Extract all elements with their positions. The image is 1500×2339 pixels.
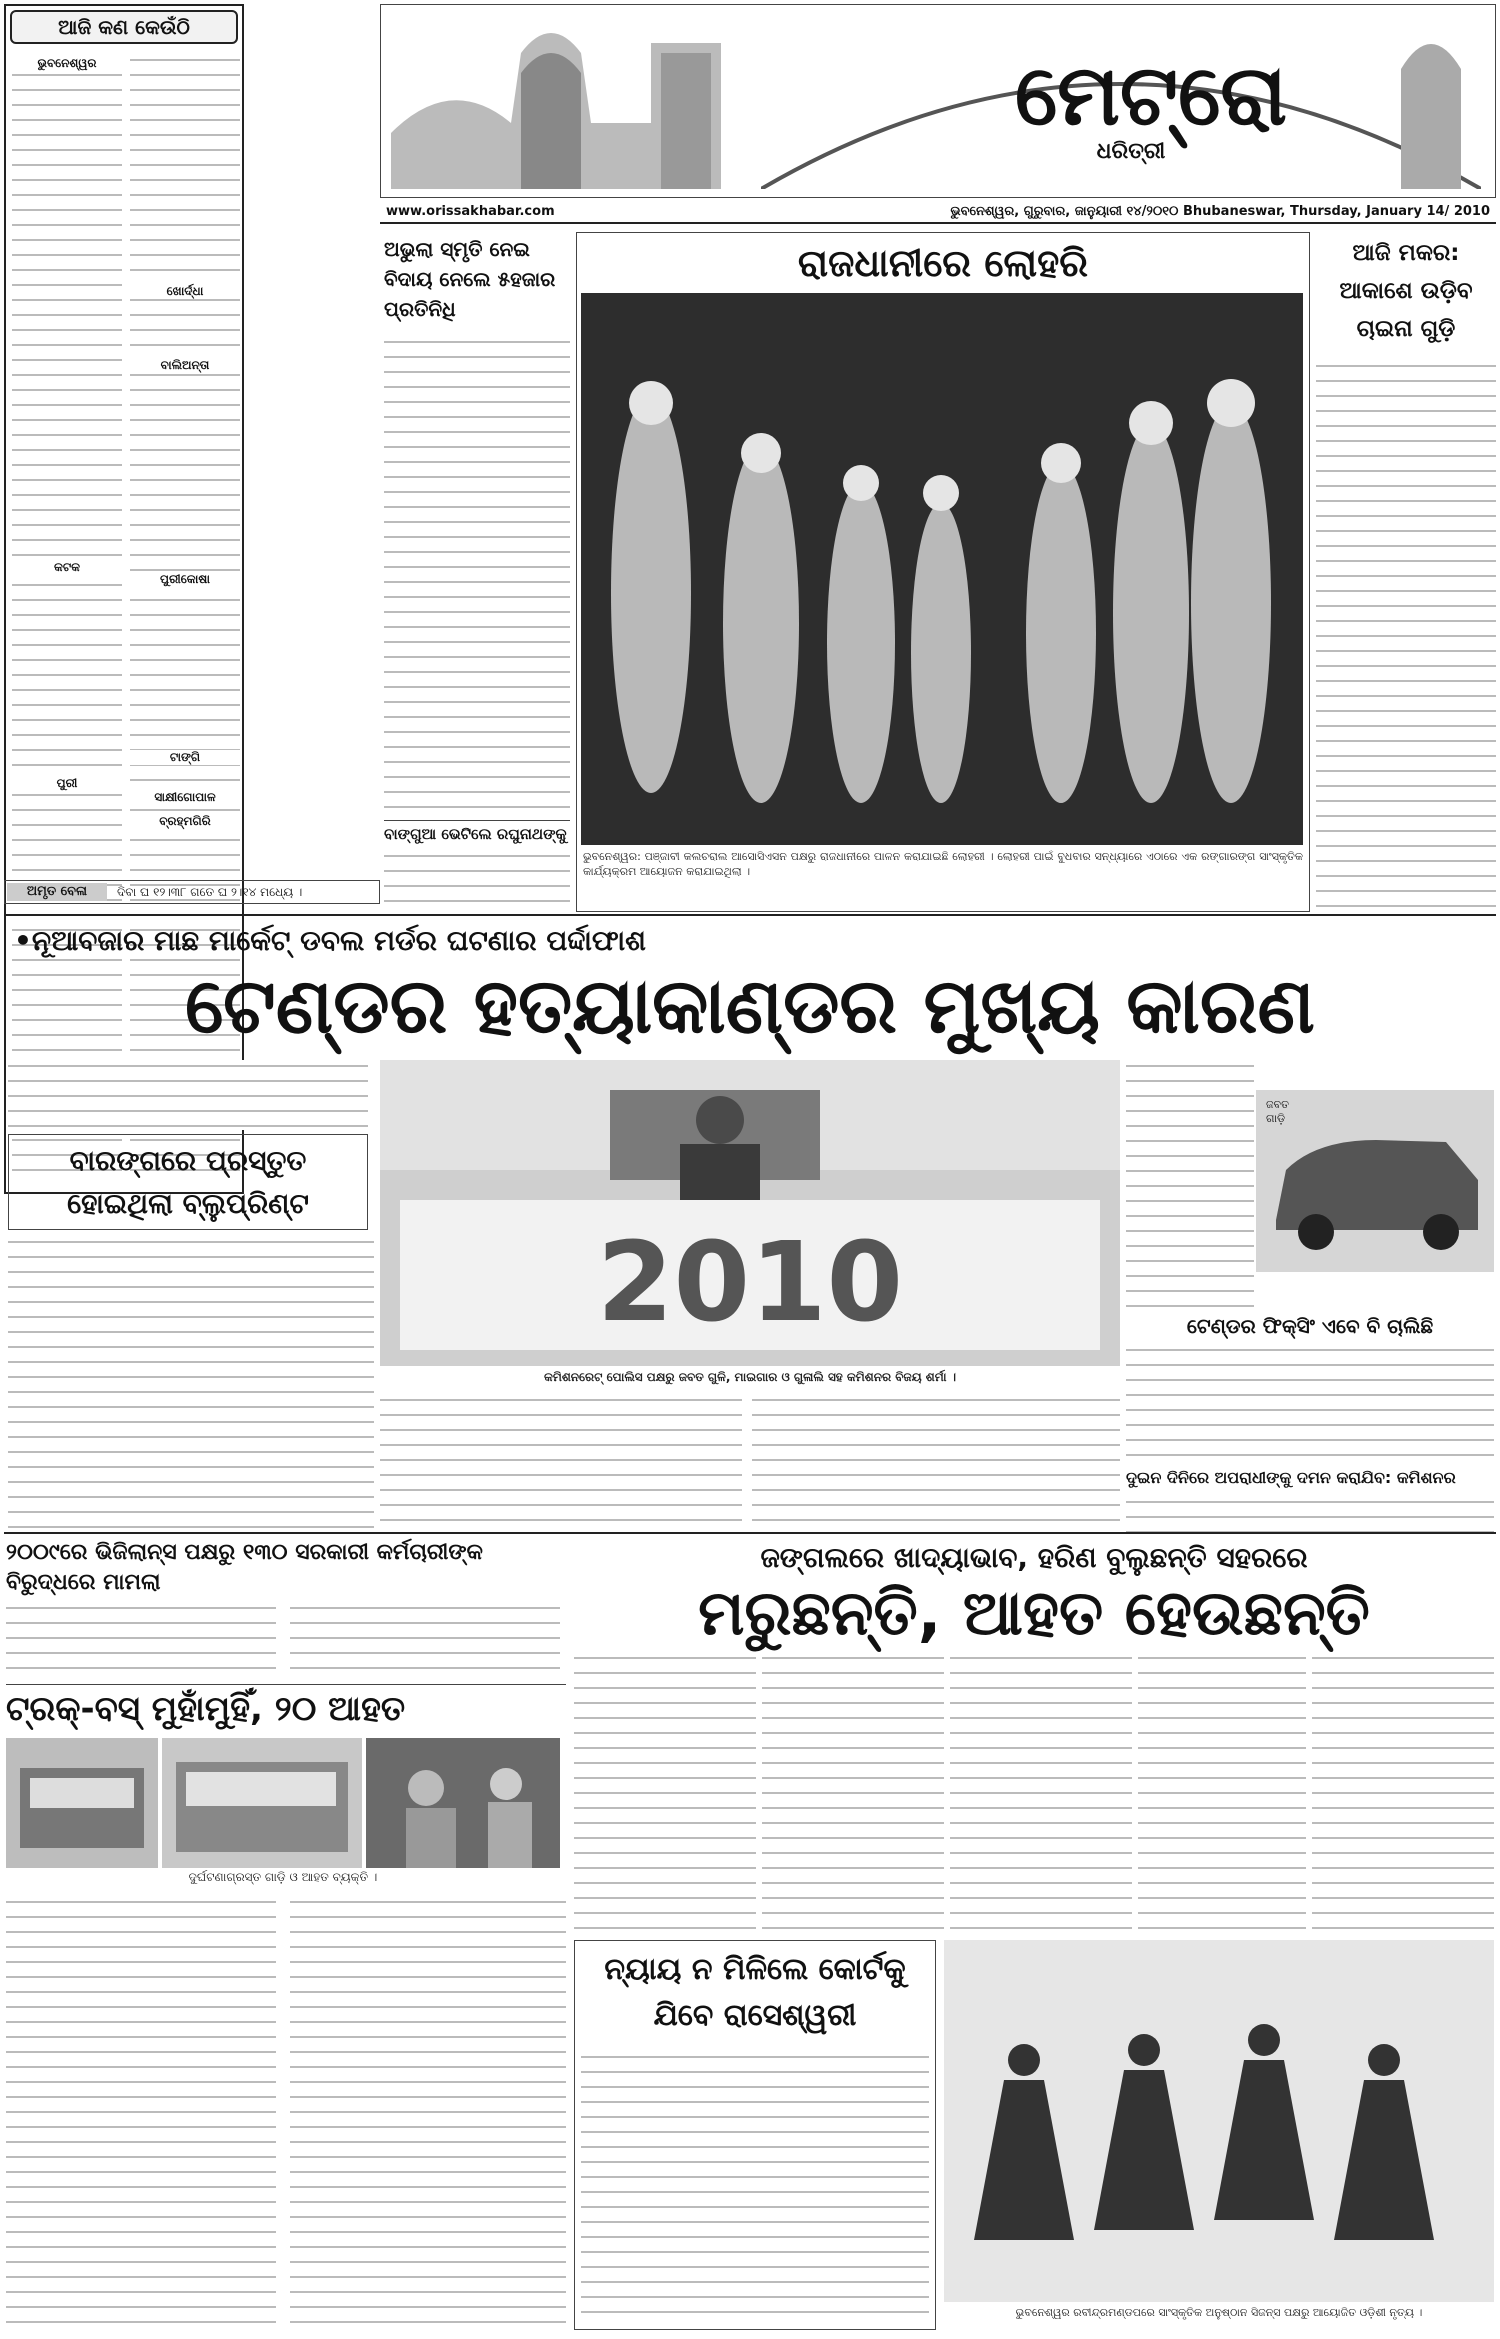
left-top-story-body [384, 336, 570, 816]
main-lead-body [8, 1060, 368, 1130]
deer-body-5 [1312, 1652, 1494, 1936]
truck-body-2 [290, 1896, 566, 2326]
truck-photo-1 [6, 1738, 158, 1868]
lohri-head: ରାଜଧାନୀରେ ଲୋହରି [797, 241, 1089, 285]
sidebar-title: ଆଜି କଣ କେଉଁଠି [10, 10, 238, 44]
dateline-row [380, 200, 1496, 224]
masthead [380, 4, 1496, 198]
sidebar-section-7: ପୁରୀ [12, 776, 122, 791]
vigilance-body-1 [6, 1602, 276, 1678]
vigilance-head: ୨୦୦୯ରେ ଭିଜିଲାନ୍ସ ପକ୍ଷରୁ ୧୩୦ ସରକାରୀ କର୍ମଚାରୀଙ୍କ ବିରୁଦ୍ଧରେ ମାମଲା [6, 1540, 483, 1595]
truck-head: ଟ୍ରକ୍-ବସ୍ ମୁହାଁମୁହିଁ, ୨୦ ଆହତ [6, 1684, 566, 1732]
masthead-title: ମେଟ୍ରୋ [1015, 46, 1287, 144]
deer-body-2 [762, 1652, 944, 1936]
sidebar-section-8: କଟକ [12, 560, 122, 575]
main-right-body [1126, 1060, 1254, 1312]
dance-caption: ଭୁବନେଶ୍ୱର ରବୀନ୍ଦ୍ରମଣ୍ଡପରେ ସାଂସ୍କୃତିକ ଅନୁଷ୍ଠାନ ସିଜନ୍ସ ପକ୍ଷରୁ ଆୟୋଜିତ ଓଡ଼ିଶୀ ନୃତ୍ୟ । [1015, 2306, 1423, 2319]
makar-head: ଆଜି ମକର: ଆକାଶେ ଉଡ଼ିବ ଚାଇନା ଗୁଡ଼ି [1339, 240, 1473, 342]
blueprint-head: ବାରଙ୍ଗରେ ପ୍ରସ୍ତୁତ ହୋଇଥିଲା ବ୍ଲୁପ୍ରିଣ୍ଟ [67, 1144, 309, 1220]
sidebar-section-4: ପୁରୀକୋଷା [130, 572, 240, 587]
vigilance-body-2 [290, 1602, 560, 1678]
truck-body-1 [6, 1896, 276, 2326]
deer-kicker: ଜଙ୍ଗଲରେ ଖାଦ୍ୟାଭାବ, ହରିଣ ବୁଲୁଛନ୍ତି ସହରରେ [760, 1541, 1308, 1574]
sidebar-section-9: ବ୍ରହ୍ମଗିରି [130, 814, 240, 829]
sidebar-section-6: ସାକ୍ଷୀଗୋପାଳ [130, 790, 240, 805]
rasesh-head: ନ୍ୟାୟ ନ ମିଳିଲେ କୋର୍ଟକୁ ଯିବେ ରାସେଶ୍ୱରୀ [604, 1952, 906, 2033]
lohri-photo [581, 293, 1303, 845]
main-body-col1 [8, 1236, 374, 1530]
lohri-caption: ଭୁବନେଶ୍ୱର: ପଞ୍ଜାବୀ କଲଚରାଲ ଆସୋସିଏସନ ପକ୍ଷରୁ ରାଜଧାନୀରେ ପାଳନ କରାଯାଇଛି ଲୋହରୀ । ଲୋହରୀ ପାଇଁ ବୁଧବାର ସନ୍ଧ୍ୟାରେ ଏଠାରେ ଏକ ରଙ୍ଗାରଙ୍ଗ ସାଂସ୍କୃତିକ କାର୍ଯ୍ୟକ୍ରମ ଆୟୋଜନ କରାଯାଇଥିଲା । [583, 850, 1303, 878]
left-mid-story-head: ବାଙ୍ଗୁଆ ଭେଟିଲେ ରଘୁନାଥଙ୍କୁ [384, 820, 570, 846]
left-top-story-head: ଅଭୁଲା ସ୍ମୃତି ନେଇ ବିଦାୟ ନେଲେ ୫ହଜାର ପ୍ରତିନିଧି [384, 237, 556, 321]
deer-body-4 [1138, 1652, 1306, 1936]
seized-car-photo [1256, 1090, 1494, 1272]
sidebar-section-3: ବାଲିଅନ୍ତା [130, 358, 240, 373]
masthead-subtitle: ଧରିତ୍ରୀ [1096, 139, 1166, 164]
blueprint-box [8, 1134, 368, 1230]
temple-illustration [391, 13, 771, 189]
commissioner-photo [380, 1060, 1120, 1366]
rasesh-body [581, 2051, 929, 2325]
commissioner-head: ଦୁଇନ ଦିନିରେ ଅପରାଧୀଙ୍କୁ ଦମନ କରାଯିବ: କମିଶନର [1126, 1468, 1456, 1487]
deer-body-3 [950, 1652, 1132, 1936]
main-body-col2 [380, 1394, 742, 1530]
sidebar-section-5: ଟାଙ୍ଗି [130, 750, 240, 765]
makar-body [1316, 360, 1496, 910]
commissioner-caption: କମିଶନରେଟ୍ ପୋଲିସ ପକ୍ଷରୁ ଜବତ ଗୁଳି, ମାଇଗାର ଓ ଗୁଳାଲି ସହ କମିଶନର ବିଜୟ ଶର୍ମା । [543, 1370, 957, 1384]
commissioner-body [1126, 1496, 1494, 1532]
rasesh-box [574, 1940, 936, 2330]
tender-fixing-body [1126, 1344, 1494, 1464]
deer-body-1 [574, 1652, 756, 1936]
dateline: ଭୁବନେଶ୍ୱର, ଗୁରୁବାର, ଜାନୁୟାରୀ ୧୪/୨୦୧୦ Bhubaneswar, Thursday, January 14/ 2010 [950, 204, 1490, 219]
truck-photo-2 [162, 1738, 362, 1868]
tender-fixing-head: ଟେଣ୍ଡର ଫିକ୍ସିଂ ଏବେ ବି ଚାଲିଛି [1186, 1314, 1434, 1338]
left-mid-story-body [384, 850, 570, 910]
main-body-col3 [752, 1394, 1120, 1530]
car-caption: ଜବତ ଗାଡ଼ି [1266, 1098, 1289, 1125]
main-head: ଟେଣ୍ଡର ହତ୍ୟାକାଣ୍ଡର ମୁଖ୍ୟ କାରଣ [185, 961, 1315, 1050]
website-link[interactable]: www.orissakhabar.com [386, 204, 555, 219]
truck-caption: ଦୁର୍ଘଟଣାଗ୍ରସ୍ତ ଗାଡ଼ି ଓ ଆହତ ବ୍ୟକ୍ତି । [188, 1870, 378, 1884]
deer-head: ମରୁଛନ୍ତି, ଆହତ ହେଉଛନ୍ତି [698, 1576, 1370, 1649]
amrita-bela-label: ଅମୃତ ବେଳା [7, 883, 107, 901]
amrita-bela-row [4, 880, 380, 904]
dance-photo [944, 1940, 1494, 2302]
sidebar-section-2: ଖୋର୍ଦ୍ଧା [130, 284, 240, 299]
main-kicker: •ନୂଆବଜାର ମାଛ ମାର୍କେଟ୍ ଡବଲ ମର୍ଡର ଘଟଣାର ପର୍ଦ୍ଦାଫାଶ [14, 924, 646, 957]
injured-photo [366, 1738, 560, 1868]
sidebar-section-1: ଭୁବନେଶ୍ୱର [12, 56, 122, 71]
lohri-box [576, 232, 1310, 912]
amrita-bela-text: ଦିବା ଘ ୧୨।୩୮ ଗତେ ଘ ୨।୧୪ ମଧ୍ୟେ । [117, 885, 303, 899]
svg-text:2010: 2010 [596, 1218, 904, 1346]
